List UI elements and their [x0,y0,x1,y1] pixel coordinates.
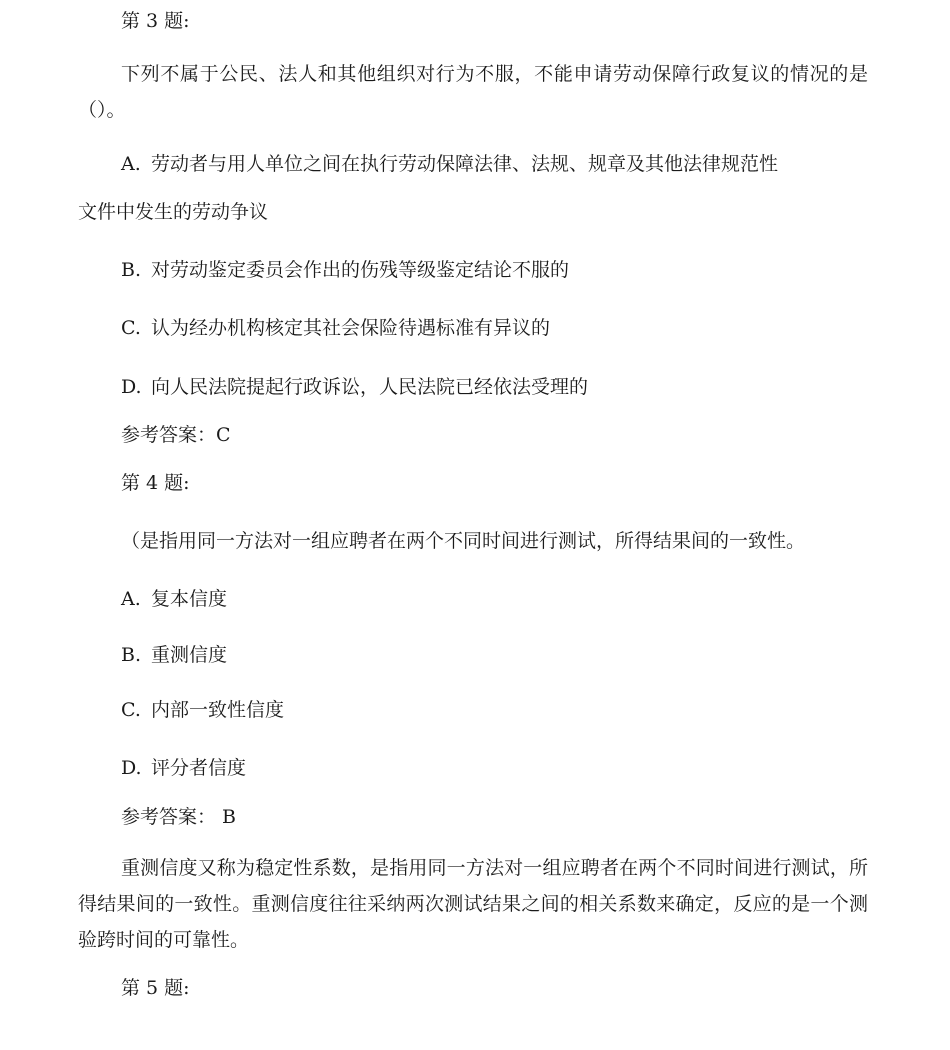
question-4-option-c [121,697,284,723]
question-3-answer: 参考答案：C [121,424,231,446]
question-3-option-c [121,315,550,341]
option-text: 劳动者与用人单位之间在执行劳动保障法律、法规、规章及其他法律规范性 [151,153,779,175]
question-3-stem: 下列不属于公民、法人和其他组织对行为不服，不能申请劳动保障行政复议的情况的是（）。 [78,63,868,121]
option-text: 重测信度 [151,644,228,666]
option-text: 复本信度 [151,588,228,610]
option-letter: A. [121,588,141,610]
question-5-heading: 第 5 题: [121,977,190,999]
option-letter: C. [121,317,141,339]
option-text: 评分者信度 [151,757,247,779]
option-text: 内部一致性信度 [151,699,285,721]
question-3-option-a [121,151,778,177]
option-text: 认为经办机构核定其社会保险待遇标准有异议的 [151,317,551,339]
question-3-option-b [121,257,569,283]
question-4-answer: 参考答案： B [121,806,237,828]
option-letter: C. [121,699,141,721]
option-text: 向人民法院提起行政诉讼，人民法院已经依法受理的 [151,376,589,398]
question-3-heading: 第 3 题: [121,10,190,32]
question-4-heading: 第 4 题: [121,472,190,494]
question-4-option-a [121,586,227,612]
option-letter: B. [121,259,142,281]
question-4-explanation: 重测信度又称为稳定性系数，是指用同一方法对一组应聘者在两个不同时间进行测试，所得结果间的一致性。重测信度往往采纳两次测试结果之间的相关系数来确定，反应的是一个测验跨时间的可靠性。 [78,857,868,951]
question-4-option-d [121,755,246,781]
option-letter: D. [121,376,142,398]
question-4-option-b [121,642,227,668]
question-3-option-a-continued: 文件中发生的劳动争议 [78,201,269,223]
question-3-option-d [121,374,588,400]
option-letter: B. [121,644,142,666]
option-letter: A. [121,153,141,175]
option-text: 对劳动鉴定委员会作出的伤残等级鉴定结论不服的 [151,259,570,281]
question-4-stem: （是指用同一方法对一组应聘者在两个不同时间进行测试，所得结果间的一致性。 [121,530,806,552]
option-letter: D. [121,757,142,779]
